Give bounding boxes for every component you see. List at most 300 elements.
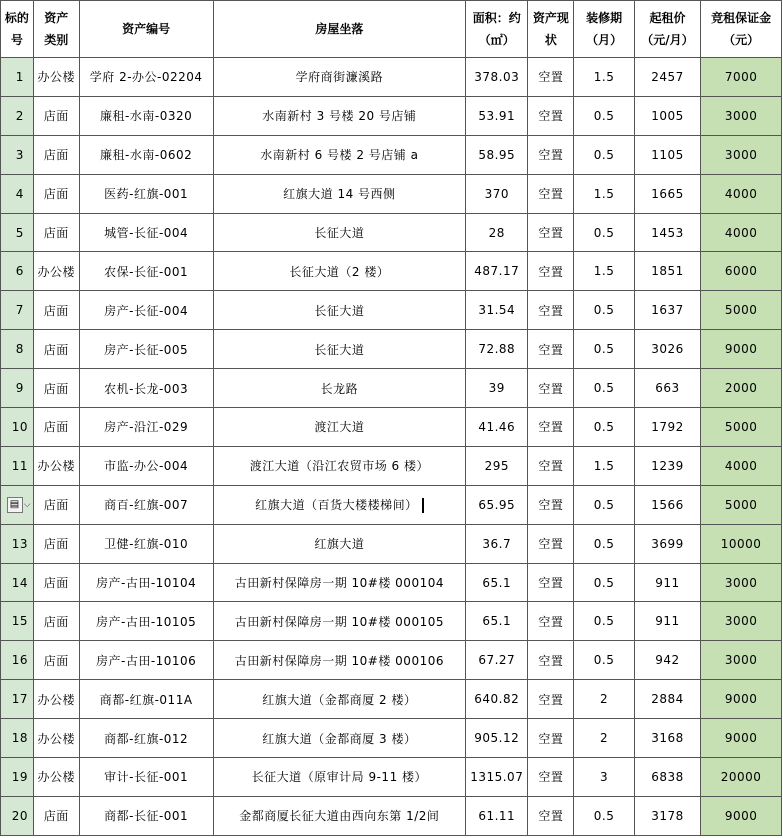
cell-text: 0.5 [593,419,615,434]
area-cell[interactable] [466,369,528,408]
cell-text: 金都商厦长征大道由西向东第 1/2间 [239,809,440,824]
asset-type-cell[interactable] [33,680,79,719]
address-cell[interactable] [213,719,465,758]
cell-text: 3000 [724,575,758,590]
status-cell[interactable] [528,291,574,330]
cell-text: 4 [15,186,24,201]
status-cell[interactable] [528,408,574,447]
deposit-cell[interactable] [701,524,782,563]
cell-text: 房产-沿江-029 [104,420,189,435]
cell-text: 商百-红旗-007 [104,498,189,513]
lot-number-cell[interactable] [1,796,34,835]
cell-text: 0.5 [593,108,615,123]
cell-text: 红旗大道 [314,537,365,552]
address-cell[interactable] [213,485,465,524]
status-cell[interactable] [528,602,574,641]
area-cell[interactable] [466,680,528,719]
cell-text: 58.95 [478,147,516,162]
rent-cell[interactable] [634,408,700,447]
cell-text: 2884 [651,692,684,707]
cell-text: 2000 [724,381,758,396]
lot-number-cell[interactable] [1,135,34,174]
lot-number-cell[interactable] [1,252,34,291]
cell-text: 3168 [651,731,684,746]
cell-text: 市监-办公-004 [104,459,189,474]
rent-cell[interactable] [634,758,700,797]
cell-text: 长征大道 [314,342,365,357]
cell-text: 3026 [651,342,684,357]
asset-code-cell[interactable] [79,291,213,330]
renovation-cell[interactable] [574,446,634,485]
cell-text: 渡江大道（沿江农贸市场 6 楼） [249,459,429,474]
status-cell[interactable] [528,524,574,563]
cell-text: 1637 [651,303,684,318]
deposit-cell[interactable] [701,796,782,835]
cell-text: 1792 [651,419,684,434]
cell-text: 67.27 [478,653,516,668]
rent-cell[interactable] [634,485,700,524]
deposit-cell[interactable] [701,330,782,369]
asset-type-cell[interactable] [33,563,79,602]
asset-code-cell[interactable] [79,174,213,213]
rent-cell[interactable] [634,369,700,408]
cell-text: 办公楼 [37,731,75,746]
cell-text: 0.5 [593,536,615,551]
renovation-cell[interactable] [574,369,634,408]
rent-cell[interactable] [634,291,700,330]
address-cell[interactable] [213,641,465,680]
address-cell[interactable] [213,602,465,641]
status-cell[interactable] [528,641,574,680]
cell-text: 3000 [724,108,758,123]
cell-text: 487.17 [474,264,520,279]
cell-text: 商都-长征-001 [104,809,189,824]
renovation-cell[interactable] [574,252,634,291]
cell-text: 店面 [43,653,69,668]
table-row [1,563,782,602]
renovation-cell[interactable] [574,485,634,524]
cell-text: 2457 [651,69,684,84]
rent-cell[interactable] [634,135,700,174]
asset-code-cell[interactable] [79,485,213,524]
lot-number-cell[interactable] [1,485,34,524]
table-row [1,330,782,369]
address-cell[interactable] [213,174,465,213]
status-cell[interactable] [528,174,574,213]
deposit-cell[interactable] [701,446,782,485]
asset-code-cell[interactable] [79,135,213,174]
asset-code-cell[interactable] [79,524,213,563]
address-cell[interactable] [213,758,465,797]
cell-text: 红旗大道（金都商厦 3 楼） [262,731,417,746]
cell-text: 房产-古田-10106 [95,653,197,668]
area-cell[interactable] [466,291,528,330]
cell-text: 3 [15,147,24,162]
deposit-cell[interactable] [701,252,782,291]
renovation-cell[interactable] [574,680,634,719]
status-cell[interactable] [528,135,574,174]
area-cell[interactable] [466,252,528,291]
status-cell[interactable] [528,680,574,719]
deposit-cell[interactable] [701,96,782,135]
address-cell[interactable] [213,330,465,369]
cell-text: 审计-长征-001 [104,770,189,785]
cell-text: 0.5 [593,614,615,629]
rent-cell[interactable] [634,796,700,835]
rent-cell[interactable] [634,174,700,213]
status-cell[interactable] [528,719,574,758]
renovation-cell[interactable] [574,330,634,369]
lot-number-cell[interactable] [1,213,34,252]
deposit-cell[interactable] [701,563,782,602]
asset-type-cell[interactable] [33,602,79,641]
address-cell[interactable] [213,408,465,447]
area-cell[interactable] [466,563,528,602]
cell-text: 0.5 [593,381,615,396]
cell-text: 20000 [720,769,762,784]
cell-text: 空置 [538,692,564,707]
asset-code-cell[interactable] [79,252,213,291]
cell-text: 红旗大道（百货大楼楼梯间） [255,498,418,513]
cell-text: 640.82 [474,692,520,707]
cell-text: 空置 [538,576,564,591]
cell-text: 7000 [724,69,758,84]
cell-text: 店面 [43,109,69,124]
cell-text: 空置 [538,187,564,202]
deposit-cell[interactable] [701,174,782,213]
cell-text: 办公楼 [37,70,75,85]
table-row [1,174,782,213]
asset-code-cell[interactable] [79,369,213,408]
address-cell[interactable] [213,96,465,135]
area-cell[interactable] [466,135,528,174]
area-cell[interactable] [466,641,528,680]
header-cell: 资产编号 [79,1,213,58]
text-cursor [422,498,424,513]
cell-text: 空置 [538,731,564,746]
cell-text: 16 [11,653,28,668]
asset-type-cell[interactable] [33,758,79,797]
renovation-cell[interactable] [574,58,634,97]
lot-number-cell[interactable] [1,58,34,97]
address-cell[interactable] [213,563,465,602]
area-cell[interactable] [466,174,528,213]
cell-text: 28 [488,225,505,240]
cell-text: 办公楼 [37,264,75,279]
renovation-cell[interactable] [574,719,634,758]
area-cell[interactable] [466,758,528,797]
cell-text: 4000 [724,458,758,473]
cell-text: 城管-长征-004 [104,226,189,240]
renovation-cell[interactable] [574,563,634,602]
cell-text: 2 [15,108,24,123]
cell-text: 水南新村 3 号楼 20 号店铺 [262,109,417,124]
address-cell[interactable] [213,291,465,330]
lot-number-cell[interactable] [1,602,34,641]
lot-number-cell[interactable] [1,719,34,758]
area-cell[interactable] [466,796,528,835]
cell-text: 378.03 [474,69,520,84]
cell-text: 红旗大道（金都商厦 2 楼） [262,692,417,707]
area-cell[interactable] [466,96,528,135]
cell-text: 9000 [724,342,758,357]
renovation-cell[interactable] [574,96,634,135]
lot-number-cell[interactable] [1,446,34,485]
table-row [1,602,782,641]
lot-number-cell[interactable] [1,291,34,330]
asset-type-cell[interactable] [33,330,79,369]
area-cell[interactable] [466,524,528,563]
cell-text: 39 [488,381,505,396]
cell-text: 1.5 [593,186,615,201]
asset-code-cell[interactable] [79,408,213,447]
cell-text: 空置 [538,614,564,629]
area-cell[interactable] [466,330,528,369]
status-cell[interactable] [528,485,574,524]
asset-type-cell[interactable] [33,213,79,252]
address-cell[interactable] [213,58,465,97]
cell-text: 店面 [43,576,69,591]
cell-text: 空置 [538,148,564,163]
area-cell[interactable] [466,58,528,97]
status-cell[interactable] [528,563,574,602]
cell-text: 18 [11,731,28,746]
asset-type-cell[interactable] [33,408,79,447]
cell-text: 1.5 [593,264,615,279]
renovation-cell[interactable] [574,174,634,213]
status-cell[interactable] [528,758,574,797]
cell-text: 办公楼 [37,692,75,707]
cell-text: 295 [484,458,509,473]
address-cell[interactable] [213,446,465,485]
status-cell[interactable] [528,330,574,369]
asset-type-cell[interactable] [33,485,79,524]
cell-text: 农保-长征-001 [104,264,189,279]
cell-text: 空置 [538,342,564,357]
address-cell[interactable] [213,252,465,291]
cell-text: 卫健-红旗-010 [104,537,189,552]
lot-number-cell[interactable] [1,330,34,369]
renovation-cell[interactable] [574,796,634,835]
renovation-cell[interactable] [574,602,634,641]
cell-text: 空置 [538,420,564,435]
asset-code-cell[interactable] [79,213,213,252]
deposit-cell[interactable] [701,719,782,758]
deposit-cell[interactable] [701,408,782,447]
cell-text: 空置 [538,303,564,318]
asset-code-cell[interactable] [79,563,213,602]
rent-cell[interactable] [634,602,700,641]
renovation-cell[interactable] [574,524,634,563]
asset-code-cell[interactable] [79,446,213,485]
lot-number-cell[interactable] [1,408,34,447]
table-row [1,408,782,447]
cell-text: 1453 [651,225,684,240]
renovation-cell[interactable] [574,135,634,174]
asset-code-cell[interactable] [79,96,213,135]
rent-cell[interactable] [634,719,700,758]
lot-number-cell[interactable] [1,369,34,408]
address-cell[interactable] [213,796,465,835]
address-cell[interactable] [213,680,465,719]
cell-text: 942 [655,653,680,668]
deposit-cell[interactable] [701,602,782,641]
cell-text: 店面 [43,420,69,435]
deposit-cell[interactable] [701,58,782,97]
cell-text: 古田新村保障房一期 10#楼 000104 [234,576,444,591]
address-cell[interactable] [213,524,465,563]
chevron-down-icon[interactable]: ⌵ [23,500,32,511]
status-cell[interactable] [528,213,574,252]
asset-code-cell[interactable] [79,796,213,835]
cell-text: 房产-古田-10104 [95,576,197,591]
address-cell[interactable] [213,135,465,174]
area-cell[interactable] [466,408,528,447]
renovation-cell[interactable] [574,641,634,680]
address-cell[interactable] [213,369,465,408]
asset-type-cell[interactable] [33,641,79,680]
header-cell: 标的 号 [1,1,34,58]
table-row [1,524,782,563]
cell-text: 9 [15,381,24,396]
renovation-cell[interactable] [574,408,634,447]
asset-type-cell[interactable] [33,719,79,758]
area-cell[interactable] [466,485,528,524]
cell-text: 店面 [43,187,69,202]
rent-cell[interactable] [634,213,700,252]
rent-cell[interactable] [634,58,700,97]
asset-type-cell[interactable] [33,174,79,213]
cell-text: 古田新村保障房一期 10#楼 000105 [234,614,444,629]
cell-text: 2 [600,731,609,746]
asset-type-cell[interactable] [33,135,79,174]
cell-text: 6838 [651,769,684,784]
status-cell[interactable] [528,369,574,408]
row-handle-widget[interactable] [7,497,31,513]
rent-cell[interactable] [634,563,700,602]
header-cell: 资产 类别 [33,1,79,58]
table-row [1,641,782,680]
cell-text: 长征大道（2 楼） [289,264,390,279]
asset-type-cell[interactable] [33,291,79,330]
cell-text: 房产-古田-10105 [95,614,197,629]
deposit-cell[interactable] [701,641,782,680]
deposit-cell[interactable] [701,758,782,797]
cell-text: 19 [11,769,28,784]
lot-number-cell[interactable] [1,524,34,563]
deposit-cell[interactable] [701,369,782,408]
cell-text: 3000 [724,614,758,629]
asset-type-cell[interactable] [33,524,79,563]
table-row [1,796,782,835]
rent-cell[interactable] [634,330,700,369]
lot-number-cell[interactable] [1,680,34,719]
asset-type-cell[interactable] [33,446,79,485]
cell-text: 5000 [724,497,758,512]
asset-type-cell[interactable] [33,96,79,135]
cell-text: 15 [11,614,28,629]
cell-text: 9000 [724,692,758,707]
cell-text: 0.5 [593,225,615,240]
asset-code-cell[interactable] [79,641,213,680]
cell-text: 廉租-水南-0320 [100,109,193,124]
asset-code-cell[interactable] [79,680,213,719]
lot-number-cell[interactable] [1,96,34,135]
cell-text: 水南新村 6 号楼 2 号店铺 a [260,148,419,163]
asset-code-cell[interactable] [79,58,213,97]
renovation-cell[interactable] [574,291,634,330]
asset-type-cell[interactable] [33,58,79,97]
renovation-cell[interactable] [574,758,634,797]
cell-text: 0.5 [593,497,615,512]
cell-text: 学府 2-办公-02204 [89,70,203,85]
row-handle-icon[interactable]: ▤ [7,497,23,513]
asset-code-cell[interactable] [79,719,213,758]
cell-text: 7 [15,303,24,318]
lot-number-cell[interactable] [1,641,34,680]
cell-text: 1 [15,69,24,84]
area-cell[interactable] [466,719,528,758]
deposit-cell[interactable] [701,213,782,252]
status-cell[interactable] [528,796,574,835]
rent-cell[interactable] [634,96,700,135]
status-cell[interactable] [528,58,574,97]
status-cell[interactable] [528,446,574,485]
asset-type-cell[interactable] [33,252,79,291]
deposit-cell[interactable] [701,135,782,174]
rent-cell[interactable] [634,446,700,485]
cell-text: 17 [11,692,28,707]
asset-code-cell[interactable] [79,330,213,369]
table-row [1,213,782,252]
header-cell: 起租价 （元/月） [634,1,700,58]
status-cell[interactable] [528,252,574,291]
table-body [1,58,782,836]
address-cell[interactable] [213,213,465,252]
cell-text: 1665 [651,186,684,201]
lot-number-cell[interactable] [1,563,34,602]
cell-text: 1851 [651,264,684,279]
area-cell[interactable] [466,213,528,252]
rent-cell[interactable] [634,524,700,563]
area-cell[interactable] [466,446,528,485]
cell-text: 3 [600,769,609,784]
deposit-cell[interactable] [701,680,782,719]
status-cell[interactable] [528,96,574,135]
cell-text: 65.1 [482,575,512,590]
lot-number-cell[interactable] [1,174,34,213]
deposit-cell[interactable] [701,485,782,524]
cell-text: 0.5 [593,808,615,823]
cell-text: 4000 [724,225,758,240]
asset-type-cell[interactable] [33,796,79,835]
renovation-cell[interactable] [574,213,634,252]
lot-number-cell[interactable] [1,758,34,797]
header-cell: 装修期 （月） [574,1,634,58]
deposit-cell[interactable] [701,291,782,330]
rent-cell[interactable] [634,680,700,719]
cell-text: 医药-红旗-001 [104,187,189,202]
cell-text: 1.5 [593,69,615,84]
asset-code-cell[interactable] [79,602,213,641]
cell-text: 长征大道 [314,303,365,318]
area-cell[interactable] [466,602,528,641]
cell-text: 53.91 [478,108,516,123]
asset-code-cell[interactable] [79,758,213,797]
rent-cell[interactable] [634,252,700,291]
rent-cell[interactable] [634,641,700,680]
asset-type-cell[interactable] [33,369,79,408]
